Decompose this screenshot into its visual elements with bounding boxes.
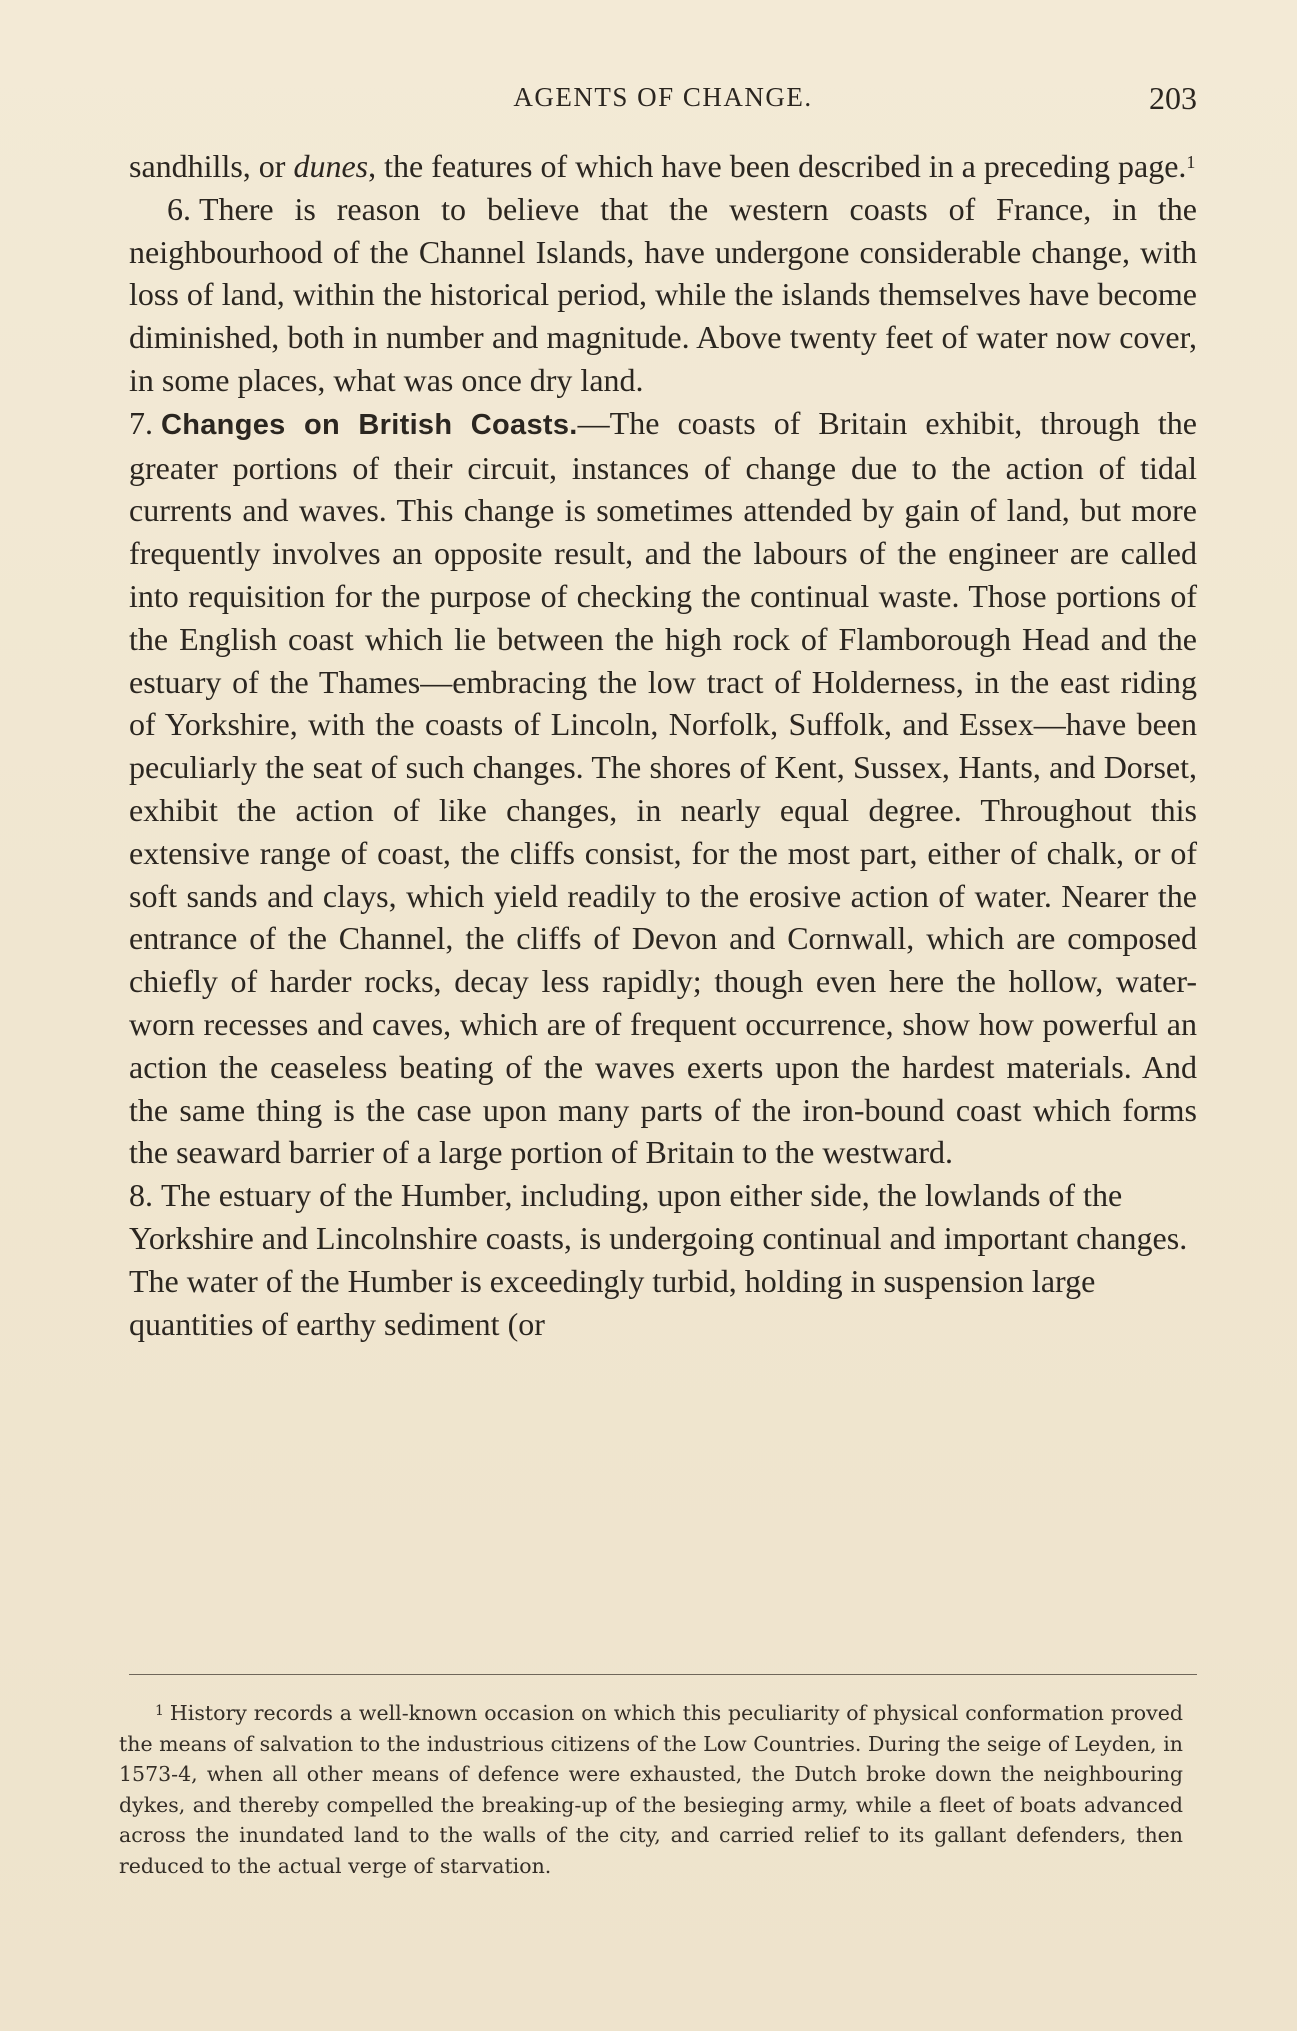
paragraph-dunes	[129, 145, 1197, 188]
paragraph-number-6: 6.	[167, 190, 191, 227]
paragraph-number-8: 8.	[129, 1177, 153, 1214]
paragraph-7-text: —The coasts of Britain exhibit, through the greater portions of their circuit, instances of change due to the action of tidal currents and waves. This change is sometimes attended by gain of land, but more frequently involves an opposite result, and the labours of the engineer are called into requisition for the purpose of checking the continual waste. Those portions of the English coast which lie between the high rock of Flamborough Head and the estuary of the Thames—embracing the low tract of Holderness, in the east riding of Yorkshire, with the coasts of Lincoln, Norfolk, Suffolk, and Essex—have been peculiarly the seat of such changes. The shores of Kent, Sussex, Hants, and Dorset, exhibit the action of like changes, in nearly equal degree. Throughout this extensive range of coast, the cliffs consist, for the most part, either of chalk, or of soft sands and clays, which yield readily to the erosive action of water. Nearer the entrance of the Channel, the cliffs of Devon and Cornwall, which are composed chiefly of harder rocks, decay less rapidly; though even here the hollow, water-worn recesses and caves, which are of frequent occurrence, show how powerful an action the ceaseless beating of the waves exerts upon the hardest materials. And the same thing is the case upon many parts of the iron-bound coast which forms the seaward barrier of a large portion of Britain to the westward.	[129, 404, 1197, 1171]
paragraph-6	[129, 188, 1197, 402]
footnote-mark: 1	[155, 1703, 164, 1719]
paragraph-8-text: The estuary of the Humber, including, upon either side, the lowlands of the Yorkshire and Lincolnshire coasts, is undergoing continual and important changes. The water of the Humber is exceedingly turbid, holding in suspension large quantities of earthy sediment (or	[129, 1177, 1188, 1342]
running-head	[129, 78, 1197, 118]
paragraph-dunes-after: , the features of which have been described in a preceding page.	[368, 148, 1187, 184]
paragraph-8	[129, 1174, 1197, 1345]
body-text	[129, 145, 1197, 1345]
running-title: AGENTS OF CHANGE.	[513, 82, 813, 112]
paragraph-dunes-before: sandhills, or	[129, 148, 294, 184]
paragraph-7	[129, 402, 1197, 1174]
page-number: 203	[1149, 80, 1197, 116]
footnote-reference[interactable]: 1	[1186, 152, 1196, 172]
section-heading-british-coasts: Changes on British Coasts.	[161, 408, 578, 441]
paragraph-number-7: 7.	[129, 404, 153, 441]
footnote-text: History records a well-known occasion on which this peculiarity of physical conformation proved the means of salvation to the industrious citizens of the Low Countries. During the seige of Leyden, in 1573-4, when all other means of defence were exhausted, the Dutch broke down the neighbouring dykes, and thereby compelled the breaking-up of the besieging army, while a fleet of boats advanced across the inundated land to the walls of the city, and carried relief to its gallant defenders, then reduced to the actual verge of starvation.	[119, 1701, 1183, 1878]
footnote	[119, 1696, 1183, 1882]
term-dunes: dunes	[293, 148, 369, 184]
paragraph-6-text: There is reason to believe that the western coasts of France, in the neighbourhood of the Channel Islands, have undergone considerable change, with loss of land, within the historical period, while the islands themselves have become diminished, both in number and magnitude. Above twenty feet of water now cover, in some places, what was once dry land.	[129, 190, 1197, 398]
footnote-divider	[129, 1674, 1197, 1675]
